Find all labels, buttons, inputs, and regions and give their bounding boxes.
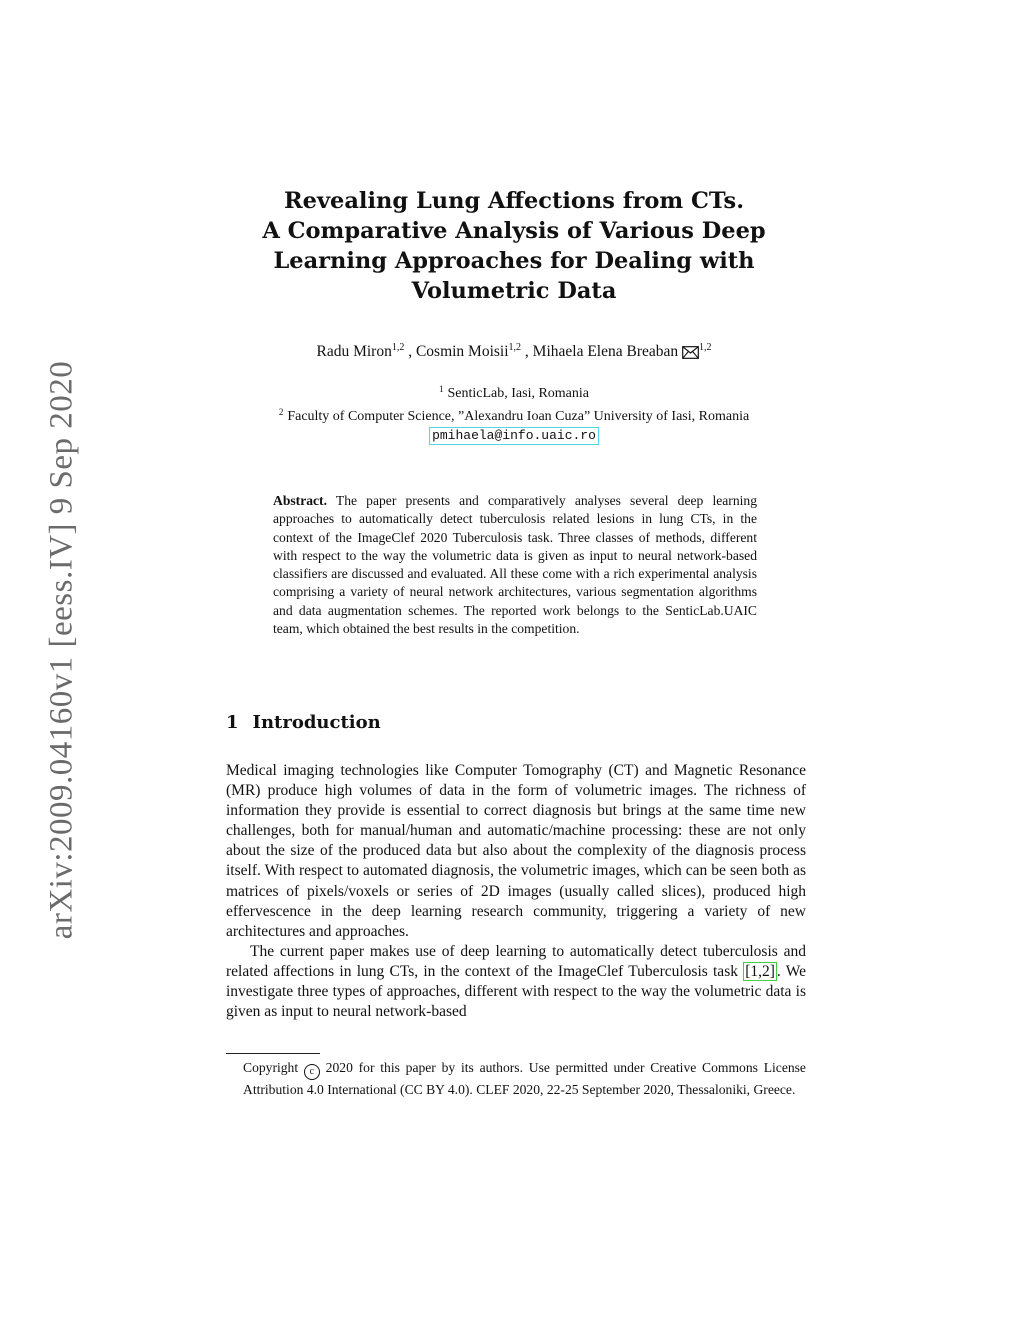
author-separator: , xyxy=(521,343,533,360)
paper-title xyxy=(200,186,828,306)
affiliation-1: $^1$ SenticLab, Iasi, Romania xyxy=(438,384,590,401)
section-heading xyxy=(226,712,381,733)
arxiv-identifier-stamp: arXiv:2009.04160v1 [eess.IV] 9 Sep 2020 xyxy=(43,360,80,940)
author-separator: , xyxy=(404,343,416,360)
title-line-4: Volumetric Data xyxy=(411,278,617,304)
author-affiliation-marker: 1,2 xyxy=(699,342,712,353)
title-line-1: Revealing Lung Affections from CTs. xyxy=(283,188,745,214)
paragraph: The current paper makes use of deep learning to automatically detect tuberculosis and related affections in lung CTs, in the context of the ImageClef Tuberculosis task [1,2] . We investigate three types of approaches, different with respect to the way the volumetric data is given as input to neural network-based xyxy=(226,942,806,1021)
title-line-2: A Comparative Analysis of Various Deep xyxy=(262,218,766,244)
author-name: Cosmin Moisii xyxy=(415,343,509,360)
email-link[interactable]: pmihaela@info.uaic.ro xyxy=(429,427,599,445)
paragraph: Medical imaging technologies like Computer Tomography (CT) and Magnetic Resonance (MR) produce high volumes of data in the form of volumetric images. The richness of information they provide is essential to correct diagnosis but brings at the same time new challenges, both for manual/human and automatic/machine processing: these are not only about the size of the produced data but also about the complexity of the diagnosis process itself. With respect to automated diagnosis, the volumetric images, which can be seen both as matrices of pixels/voxels or series of 2D images (usually called slices), produced high effervescence in the deep learning research community, triggering a variety of new architectures and approaches. xyxy=(226,762,806,940)
abstract-text: The paper presents and comparatively analyses several deep learning approaches to automatically detect tuberculosis related lesions in lung CTs, in the context of the ImageClef 2020 Tuberculosis task. Three classes of methods, different with respect to the way the volumetric data is given as input to neural network-based classifiers are discussed and evaluated. All these come with a rich experimental analysis comprising a variety of neural network architectures, various segmentation algorithms and data augmentation schemes. The reported work belongs to the SenticLab.UAIC team, which obtained the best results in the competition. xyxy=(273,493,757,637)
body-text xyxy=(226,761,806,1022)
author-affiliation-marker: 1,2 xyxy=(508,342,522,353)
affiliation-list xyxy=(200,380,828,445)
title-line-3: Learning Approaches for Dealing with xyxy=(273,248,755,274)
copyright-icon: c xyxy=(304,1064,320,1080)
author-name: Radu Miron xyxy=(316,343,392,360)
envelope-icon xyxy=(682,346,699,364)
abstract xyxy=(273,492,757,638)
section-title: Introduction xyxy=(252,712,381,733)
affiliation-2: $^2$ Faculty of Computer Science, ”Alexandru Ioan Cuza” University of Iasi, Romania xyxy=(278,407,750,424)
footnote-divider xyxy=(226,1053,320,1054)
citation-link[interactable]: [1,2] xyxy=(745,962,775,980)
footnote: Copyright c 2020 for this paper by its authors. Use permitted under Creative Commons License Attribution 4.0 International (CC BY 4.0). CLEF 2020, 22-25 September 2020, Thessaloniki, Greece. xyxy=(243,1060,806,1097)
author-list xyxy=(200,342,828,364)
author-affiliation-marker: 1,2 xyxy=(391,342,405,353)
abstract-label: Abstract. xyxy=(273,493,327,508)
author-name: Mihaela Elena Breaban xyxy=(532,343,679,360)
section-number: 1 xyxy=(226,712,239,733)
